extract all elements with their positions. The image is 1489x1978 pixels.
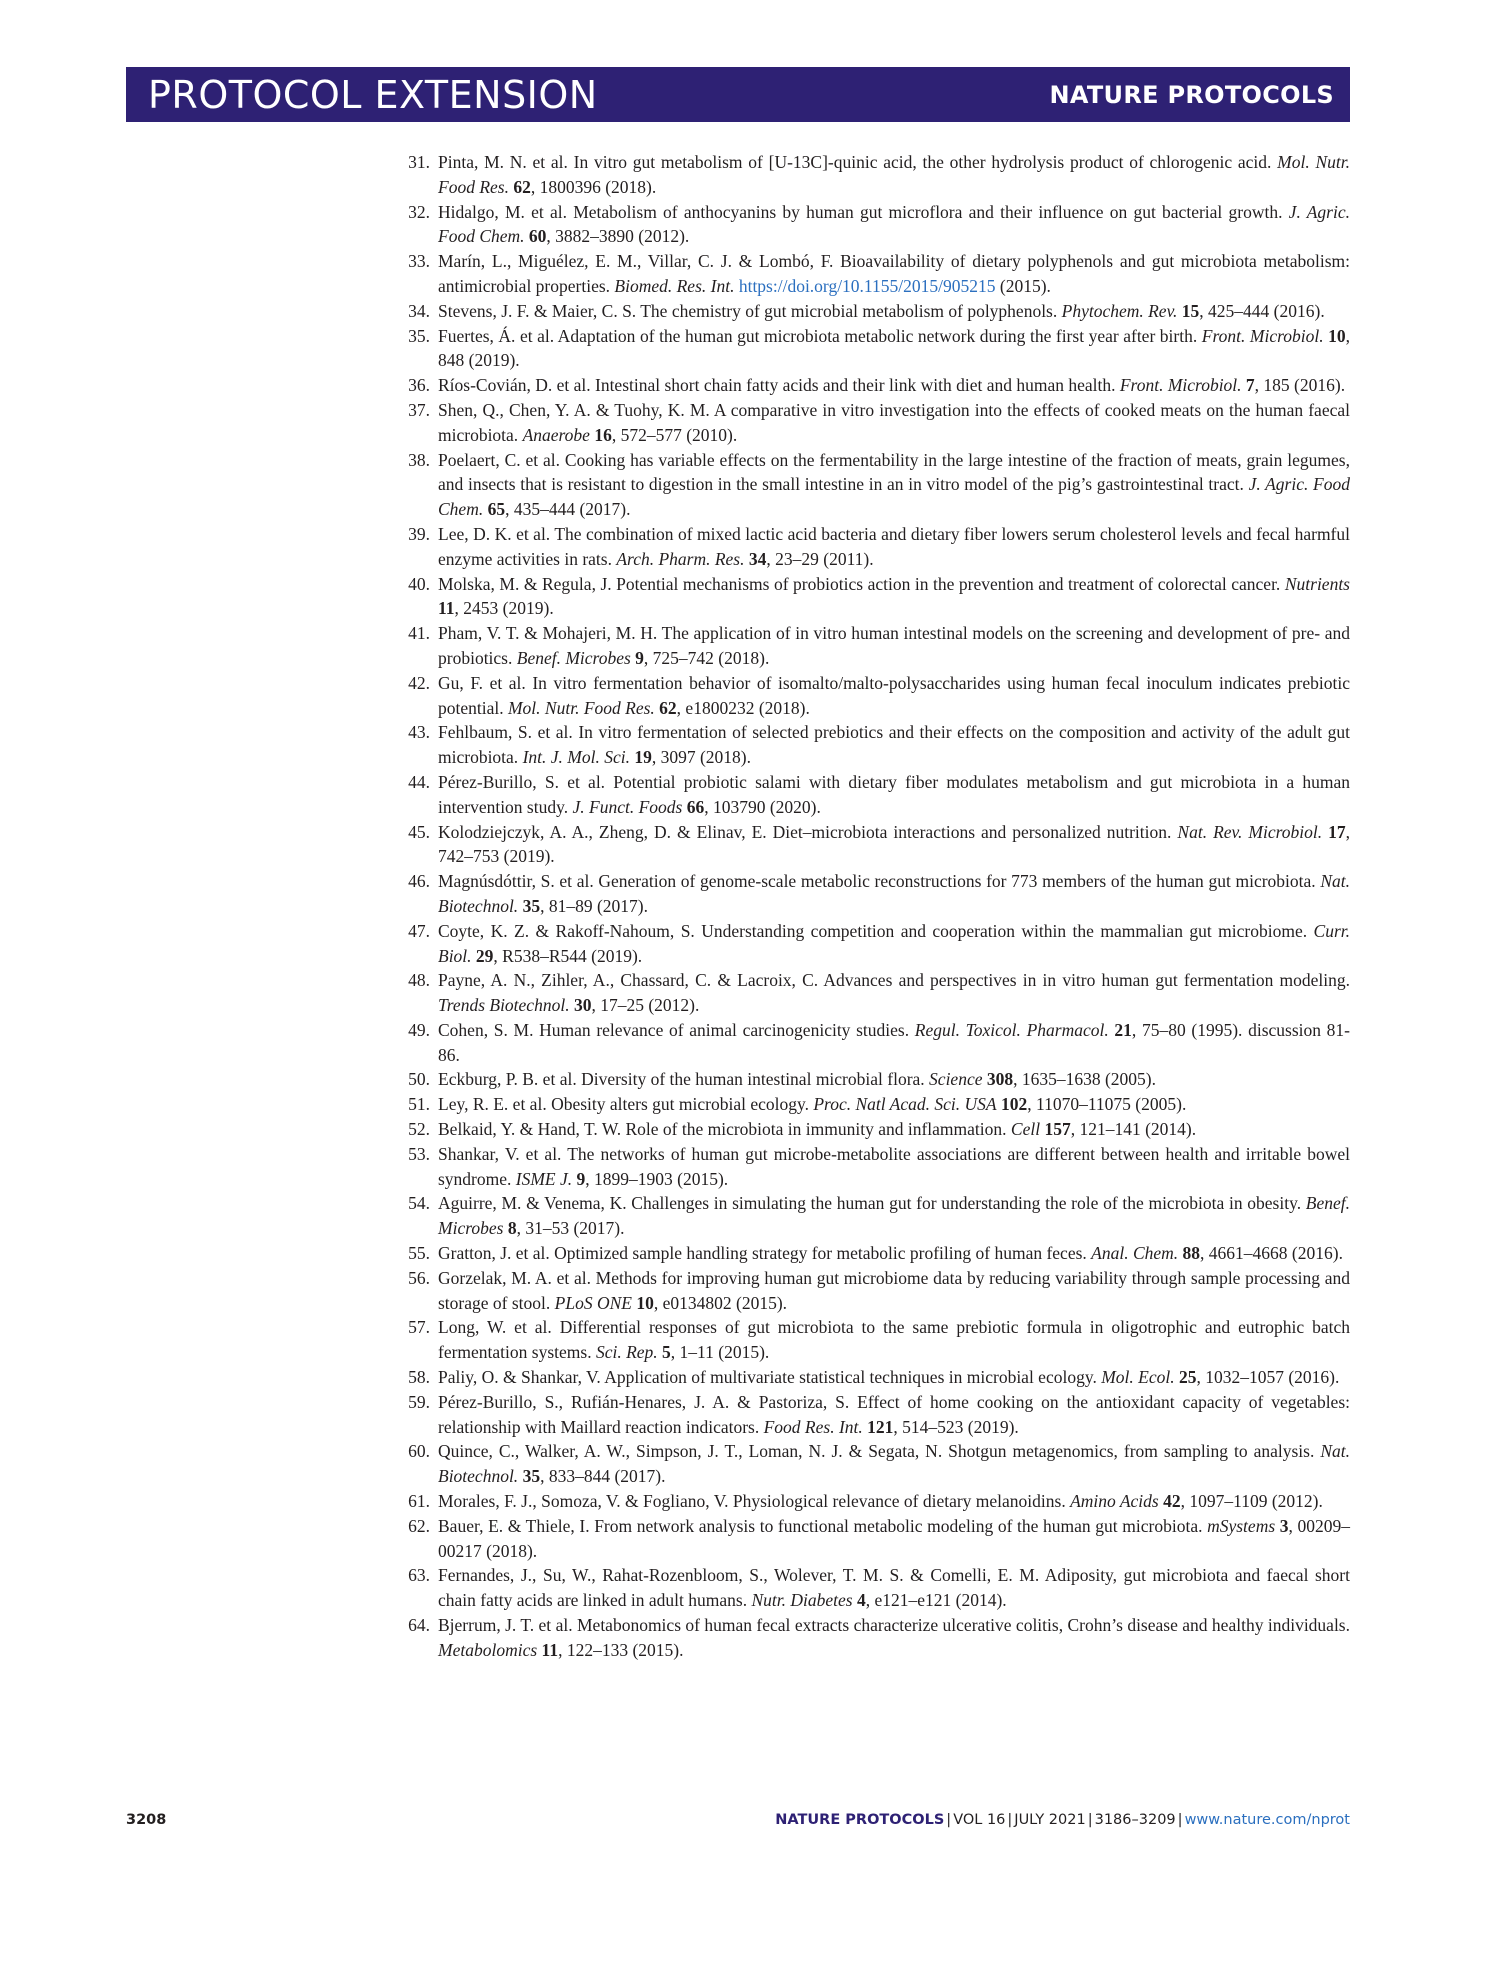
reference-item — [398, 1365, 1350, 1390]
reference-item — [398, 1018, 1350, 1068]
journal-name: NATURE PROTOCOLS — [1049, 80, 1334, 109]
reference-text-segment: Pérez-Burillo, S., Rufián-Henares, J. A. & Pastoriza, S. Effect of home cooking on the antioxidant capacity of vegetables: relationship with Maillard reaction indicators. — [438, 1391, 1350, 1437]
reference-text-segment: , 2453 (2019). — [454, 598, 554, 619]
reference-text-segment: , 725–742 (2018). — [643, 647, 770, 668]
reference-item — [398, 150, 1350, 200]
journal-title: Anaerobe — [522, 424, 590, 445]
reference-text-segment: , 3882–3890 (2012). — [546, 226, 690, 247]
reference-text-segment: , 425–444 (2016). — [1199, 300, 1325, 321]
reference-item — [398, 621, 1350, 671]
reference-text — [438, 1315, 1350, 1365]
journal-title: ISME J. — [515, 1168, 573, 1189]
reference-text-segment: Coyte, K. Z. & Rakoff-Nahoum, S. Understanding competition and cooperation within the mammalian gut microbiome. — [438, 920, 1314, 941]
volume-number: 34 — [748, 548, 767, 569]
reference-text-segment: Aguirre, M. & Venema, K. Challenges in simulating the human gut for understanding the role of the microbiota in obesity. — [438, 1193, 1306, 1214]
reference-number: 45. — [408, 821, 430, 842]
reference-item — [398, 720, 1350, 770]
reference-item — [398, 919, 1350, 969]
reference-number: 32. — [408, 201, 430, 222]
section-title: PROTOCOL EXTENSION — [148, 72, 598, 117]
reference-text — [438, 150, 1350, 200]
journal-title: Food Res. Int. — [763, 1416, 863, 1437]
journal-title: mSystems — [1207, 1515, 1276, 1536]
reference-text-segment: Ley, R. E. et al. Obesity alters gut microbial ecology. — [438, 1094, 814, 1115]
reference-item — [398, 968, 1350, 1018]
reference-text — [438, 373, 1350, 398]
volume-number: 17 — [1328, 821, 1346, 842]
journal-title: Anal. Chem. — [1091, 1243, 1179, 1264]
reference-text-segment: (2015). — [995, 275, 1051, 296]
reference-number: 54. — [408, 1193, 430, 1214]
volume-number: 16 — [594, 424, 612, 445]
reference-text-segment: , 1635–1638 (2005). — [1013, 1069, 1157, 1090]
reference-item — [398, 820, 1350, 870]
reference-text-segment: , e0134802 (2015). — [653, 1292, 788, 1313]
reference-text-segment: Stevens, J. F. & Maier, C. S. The chemistry of gut microbial metabolism of polyphenols. — [438, 300, 1062, 321]
reference-text-segment: , 572–577 (2010). — [611, 424, 738, 445]
reference-number: 53. — [408, 1143, 430, 1164]
reference-number: 60. — [408, 1441, 430, 1462]
reference-text-segment: Kolodziejczyk, A. A., Zheng, D. & Elinav, E. Diet–microbiota interactions and personalized nutrition. — [438, 821, 1178, 842]
volume-number: 62 — [513, 176, 531, 197]
reference-item — [398, 671, 1350, 721]
volume-number: 88 — [1182, 1243, 1201, 1264]
reference-text-segment: Gorzelak, M. A. et al. Methods for improving human gut microbiome data by reducing variability through sample processing and storage of stool. — [438, 1267, 1350, 1313]
reference-text — [438, 1365, 1350, 1390]
reference-text-segment: , R538–R544 (2019). — [493, 945, 643, 966]
reference-text-segment: Gu, F. et al. In vitro fermentation behavior of isomalto/malto-polysaccharides using human fecal inoculum indicates prebiotic potential. — [438, 672, 1350, 718]
reference-number: 37. — [408, 399, 430, 420]
journal-title: Mol. Ecol. — [1101, 1367, 1175, 1388]
volume-number: 42 — [1163, 1491, 1181, 1512]
volume-number: 102 — [1000, 1094, 1028, 1115]
reference-number: 31. — [408, 152, 430, 172]
header-bar — [126, 67, 1350, 122]
reference-number: 46. — [408, 871, 430, 892]
volume-number: 25 — [1178, 1367, 1197, 1388]
reference-number: 35. — [408, 325, 430, 346]
journal-title: Mol. Nutr. Food Res. — [507, 697, 655, 718]
reference-item — [398, 1315, 1350, 1365]
reference-text — [438, 1563, 1350, 1613]
reference-item — [398, 1514, 1350, 1564]
footer-pages: 3186–3209 — [1094, 1812, 1176, 1828]
reference-text-segment: , 122–133 (2015). — [558, 1639, 684, 1660]
reference-item — [398, 1067, 1350, 1092]
journal-title: Benef. Microbes — [438, 1193, 1350, 1239]
reference-text — [438, 1439, 1350, 1489]
reference-number: 40. — [408, 573, 430, 594]
reference-item — [398, 299, 1350, 324]
volume-number: 121 — [867, 1416, 894, 1437]
volume-number: 65 — [487, 499, 506, 520]
journal-title: Front. Microbiol. — [1119, 375, 1242, 396]
journal-title: Phytochem. Rev. — [1061, 300, 1178, 321]
reference-text-segment: Bauer, E. & Thiele, I. From network analysis to functional metabolic modeling of the human gut microbiota. — [438, 1515, 1208, 1536]
reference-text-segment: , 435–444 (2017). — [505, 499, 631, 520]
reference-text — [438, 1018, 1350, 1068]
reference-text-segment: , 31–53 (2017). — [516, 1218, 625, 1239]
reference-item — [398, 398, 1350, 448]
volume-number: 11 — [541, 1639, 559, 1660]
reference-item — [398, 1489, 1350, 1514]
volume-number: 11 — [438, 598, 455, 619]
reference-text-segment: Pham, V. T. & Mohajeri, M. H. The application of in vitro human intestinal models on the screening and development of pre- and probiotics. — [438, 623, 1350, 668]
reference-text — [438, 1067, 1350, 1092]
footer-url-link[interactable]: www.nature.com/nprot — [1184, 1812, 1350, 1828]
volume-number: 5 — [662, 1342, 671, 1363]
reference-text-segment: , 23–29 (2011). — [766, 548, 874, 569]
reference-text-segment: Paliy, O. & Shankar, V. Application of multivariate statistical techniques in microbial ecology. — [438, 1367, 1102, 1388]
journal-title: Mol. Nutr. Food Res. — [438, 152, 1350, 197]
reference-number: 36. — [408, 375, 430, 396]
volume-number: 15 — [1181, 300, 1200, 321]
reference-text — [438, 968, 1350, 1018]
journal-title: PLoS ONE — [554, 1292, 632, 1313]
reference-text-segment: Magnúsdóttir, S. et al. Generation of genome-scale metabolic reconstructions for 773 members of the human gut microbiota. — [438, 871, 1321, 892]
reference-text-segment: , 1097–1109 (2012). — [1180, 1491, 1323, 1512]
volume-number: 157 — [1044, 1119, 1071, 1140]
reference-text-segment: Shankar, V. et al. The networks of human gut microbe-metabolite associations are different between health and irritable bowel syndrome. — [438, 1143, 1350, 1189]
footer-separator: | — [1177, 1812, 1183, 1828]
reference-item — [398, 373, 1350, 398]
reference-text — [438, 1241, 1350, 1266]
reference-number: 63. — [408, 1565, 430, 1586]
reference-item — [398, 522, 1350, 572]
reference-text-segment: Payne, A. N., Zihler, A., Chassard, C. & Lacroix, C. Advances and perspectives in in vitro human gut fermentation modeling. — [438, 970, 1350, 991]
reference-text — [438, 572, 1350, 622]
reference-text-segment: , 121–141 (2014). — [1070, 1119, 1197, 1140]
reference-item — [398, 1191, 1350, 1241]
footer-journal: NATURE PROTOCOLS — [775, 1812, 945, 1828]
volume-number: 10 — [1328, 325, 1346, 346]
reference-item — [398, 1266, 1350, 1316]
reference-text-segment: Eckburg, P. B. et al. Diversity of the human intestinal microbial flora. — [438, 1069, 930, 1090]
reference-number: 44. — [408, 771, 430, 792]
reference-text-segment: Bjerrum, J. T. et al. Metabonomics of human fecal extracts characterize ulcerative colitis, Crohn’s disease and healthy individuals. — [438, 1615, 1350, 1636]
doi-link[interactable]: https://doi.org/10.1155/2015/905215 — [738, 275, 996, 296]
page-number: 3208 — [126, 1812, 167, 1828]
reference-text-segment: Ríos-Covián, D. et al. Intestinal short chain fatty acids and their link with diet and human health. — [438, 375, 1120, 396]
reference-text — [438, 1142, 1350, 1192]
reference-text-segment: , 11070–11075 (2005). — [1027, 1094, 1187, 1115]
reference-number: 41. — [408, 623, 430, 644]
reference-number: 48. — [408, 970, 430, 991]
footer-date: JULY 2021 — [1014, 1812, 1086, 1828]
reference-text-segment: Fuertes, Á. et al. Adaptation of the human gut microbiota metabolic network during the first year after birth. — [438, 325, 1202, 346]
reference-text-segment: , 4661–4668 (2016). — [1200, 1243, 1343, 1264]
reference-text-segment: Fehlbaum, S. et al. In vitro fermentation of selected prebiotics and their effects on the composition and activity of the adult gut microbiota. — [438, 722, 1350, 768]
reference-text-segment: Fernandes, J., Su, W., Rahat-Rozenbloom, S., Wolever, T. M. S. & Comelli, E. M. Adiposity, gut microbiota and faecal short chain fatty acids are linked in adult humans. — [438, 1565, 1350, 1611]
reference-text-segment: Lee, D. K. et al. The combination of mixed lactic acid bacteria and dietary fiber lowers serum cholesterol levels and fecal harmful enzyme activities in rats. — [438, 523, 1350, 569]
reference-text-segment: Morales, F. J., Somoza, V. & Fogliano, V. Physiological relevance of dietary melanoidins. — [438, 1491, 1071, 1512]
journal-title: Regul. Toxicol. Pharmacol. — [914, 1019, 1109, 1040]
journal-title: Biomed. Res. Int. — [614, 275, 735, 296]
reference-text-segment: , 1899–1903 (2015). — [585, 1168, 729, 1189]
reference-text-segment: , 1800396 (2018). — [530, 176, 657, 197]
reference-text — [438, 1117, 1350, 1142]
journal-title: Proc. Natl Acad. Sci. USA — [813, 1094, 997, 1115]
reference-text-segment: , 833–844 (2017). — [540, 1466, 666, 1487]
journal-title: Cell — [1010, 1119, 1041, 1140]
reference-text — [438, 398, 1350, 448]
reference-number: 49. — [408, 1019, 430, 1040]
footer-separator: | — [946, 1812, 952, 1828]
reference-text-segment: , 17–25 (2012). — [591, 995, 700, 1016]
reference-text-segment: Cohen, S. M. Human relevance of animal carcinogenicity studies. — [438, 1019, 915, 1040]
reference-text-segment: , 185 (2016). — [1254, 375, 1346, 396]
reference-text — [438, 770, 1350, 820]
reference-text-segment: Molska, M. & Regula, J. Potential mechanisms of probiotics action in the prevention and treatment of colorectal cancer. — [438, 573, 1285, 594]
reference-text-segment: , 103790 (2020). — [704, 796, 821, 817]
journal-title: Amino Acids — [1070, 1491, 1159, 1512]
reference-text — [438, 1514, 1350, 1564]
reference-text-segment: Marín, L., Miguélez, E. M., Villar, C. J. & Lombó, F. Bioavailability of dietary polyphenols and gut microbiota metabolism: antimicrobial properties. — [438, 251, 1350, 296]
reference-text — [438, 919, 1350, 969]
reference-item — [398, 1390, 1350, 1440]
reference-text-segment: , 848 (2019). — [438, 325, 1351, 371]
reference-text — [438, 869, 1350, 919]
reference-number: 59. — [408, 1391, 430, 1412]
reference-text-segment: Quince, C., Walker, A. W., Simpson, J. T., Loman, N. J. & Segata, N. Shotgun metagenomics, from sampling to analysis. — [438, 1441, 1321, 1462]
reference-text-segment: Belkaid, Y. & Hand, T. W. Role of the microbiota in immunity and inflammation. — [438, 1119, 1011, 1140]
reference-number: 62. — [408, 1515, 430, 1536]
reference-text — [438, 448, 1350, 522]
volume-number: 8 — [507, 1218, 517, 1239]
reference-item — [398, 1613, 1350, 1663]
journal-title: Arch. Pharm. Res. — [616, 548, 745, 569]
reference-text — [438, 1266, 1350, 1316]
journal-title: J. Agric. Food Chem. — [438, 474, 1351, 520]
journal-title: Benef. Microbes — [516, 647, 631, 668]
reference-item — [398, 1142, 1350, 1192]
reference-text — [438, 671, 1350, 721]
reference-number: 42. — [408, 672, 430, 693]
reference-text-segment: Long, W. et al. Differential responses of gut microbiota to the same prebiotic formula in oligotrophic and eutrophic batch fermentation systems. — [438, 1317, 1350, 1363]
journal-title: J. Agric. Food Chem. — [438, 201, 1350, 247]
volume-number: 10 — [636, 1292, 654, 1313]
reference-text — [438, 249, 1350, 299]
reference-number: 61. — [408, 1491, 430, 1512]
reference-text — [438, 1390, 1350, 1440]
volume-number: 308 — [986, 1069, 1014, 1090]
journal-title: J. Funct. Foods — [572, 796, 683, 817]
reference-text — [438, 200, 1350, 250]
reference-text-segment: , 75–80 (1995). discussion 81-86. — [438, 1019, 1351, 1065]
volume-number: 60 — [528, 226, 547, 247]
journal-title: Nat. Biotechnol. — [438, 871, 1350, 916]
reference-number: 51. — [408, 1094, 430, 1115]
reference-text — [438, 720, 1350, 770]
volume-number: 7 — [1245, 375, 1255, 396]
reference-text-segment: , 81–89 (2017). — [540, 895, 648, 916]
reference-item — [398, 1439, 1350, 1489]
reference-text-segment: Hidalgo, M. et al. Metabolism of anthocyanins by human gut microflora and their influence on gut bacterial growth. — [438, 201, 1289, 222]
reference-text-segment: , 1–11 (2015). — [670, 1342, 770, 1363]
volume-number: 35 — [522, 1466, 541, 1487]
journal-title: Nutr. Diabetes — [751, 1590, 853, 1611]
reference-number: 58. — [408, 1367, 430, 1388]
reference-item — [398, 249, 1350, 299]
reference-text-segment: Pérez-Burillo, S. et al. Potential probiotic salami with dietary fiber modulates metabolism and gut microbiota in a human intervention study. — [438, 771, 1350, 817]
volume-number: 3 — [1279, 1515, 1289, 1536]
reference-text — [438, 1092, 1350, 1117]
reference-number: 64. — [408, 1615, 430, 1636]
journal-title: Science — [929, 1069, 983, 1090]
reference-text-segment: , 00209–00217 (2018). — [438, 1515, 1351, 1561]
footer-separator: | — [1087, 1812, 1093, 1828]
reference-text — [438, 522, 1350, 572]
reference-item — [398, 1563, 1350, 1613]
journal-title: Nat. Biotechnol. — [438, 1441, 1350, 1487]
volume-number: 19 — [634, 747, 652, 768]
reference-item — [398, 1241, 1350, 1266]
reference-text-segment: , 514–523 (2019). — [893, 1416, 1019, 1437]
reference-text-segment: , 3097 (2018). — [651, 747, 751, 768]
reference-number: 57. — [408, 1317, 430, 1338]
reference-number: 43. — [408, 722, 430, 743]
reference-number: 50. — [408, 1069, 430, 1090]
journal-title: Int. J. Mol. Sci. — [522, 747, 630, 768]
footer-separator: | — [1007, 1812, 1013, 1828]
reference-text — [438, 1191, 1350, 1241]
reference-text-segment: Poelaert, C. et al. Cooking has variable effects on the fermentability in the large intestine of the fraction of meats, grain legumes, and insects that is resistant to digestion in the small intestine in an in vitro model of the pig’s gastrointestinal tract. — [438, 449, 1350, 495]
reference-text — [438, 299, 1350, 324]
reference-item — [398, 200, 1350, 250]
reference-text-segment: Pinta, M. N. et al. In vitro gut metabolism of [U-13C]-quinic acid, the other hydrolysis product of chlorogenic acid. — [438, 152, 1278, 172]
reference-text-segment: , 1032–1057 (2016). — [1196, 1367, 1340, 1388]
volume-number: 21 — [1114, 1019, 1132, 1040]
reference-text-segment: Gratton, J. et al. Optimized sample handling strategy for metabolic profiling of human feces. — [438, 1243, 1092, 1264]
reference-text-segment: Shen, Q., Chen, Y. A. & Tuohy, K. M. A comparative in vitro investigation into the effects of cooked meats on the human faecal microbiota. — [438, 399, 1350, 445]
reference-number: 39. — [408, 523, 430, 544]
journal-title: Nutrients — [1284, 573, 1350, 594]
reference-text-segment: , e121–e121 (2014). — [865, 1590, 1007, 1611]
footer-volume: VOL 16 — [953, 1812, 1006, 1828]
volume-number: 30 — [573, 995, 592, 1016]
reference-item — [398, 1092, 1350, 1117]
page-footer — [126, 1812, 1350, 1834]
reference-text — [438, 324, 1350, 374]
reference-number: 56. — [408, 1267, 430, 1288]
reference-item — [398, 448, 1350, 522]
reference-text — [438, 1613, 1350, 1663]
footer-citation — [775, 1812, 1350, 1828]
reference-text-segment: , e1800232 (2018). — [676, 697, 810, 718]
volume-number: 29 — [475, 945, 494, 966]
reference-text — [438, 820, 1350, 870]
reference-number: 38. — [408, 449, 430, 470]
reference-text — [438, 621, 1350, 671]
volume-number: 9 — [635, 647, 644, 668]
reference-number: 52. — [408, 1119, 430, 1140]
reference-number: 34. — [408, 300, 430, 321]
reference-item — [398, 324, 1350, 374]
volume-number: 4 — [856, 1590, 866, 1611]
journal-title: Curr. Biol. — [438, 920, 1350, 966]
volume-number: 9 — [576, 1168, 586, 1189]
volume-number: 35 — [522, 895, 541, 916]
reference-item — [398, 869, 1350, 919]
journal-title: Sci. Rep. — [595, 1342, 658, 1363]
volume-number: 62 — [659, 697, 677, 718]
reference-number: 33. — [408, 251, 430, 272]
reference-item — [398, 770, 1350, 820]
reference-number: 55. — [408, 1243, 430, 1264]
reference-item — [398, 572, 1350, 622]
journal-title: Front. Microbiol. — [1201, 325, 1324, 346]
volume-number: 66 — [686, 796, 705, 817]
reference-item — [398, 1117, 1350, 1142]
reference-text — [438, 1489, 1350, 1514]
reference-list — [398, 150, 1350, 1663]
journal-title: Nat. Rev. Microbiol. — [1177, 821, 1323, 842]
journal-title: Trends Biotechnol. — [438, 995, 570, 1016]
reference-number: 47. — [408, 920, 430, 941]
reference-text-segment: , 742–753 (2019). — [438, 821, 1350, 867]
journal-title: Metabolomics — [438, 1639, 538, 1660]
